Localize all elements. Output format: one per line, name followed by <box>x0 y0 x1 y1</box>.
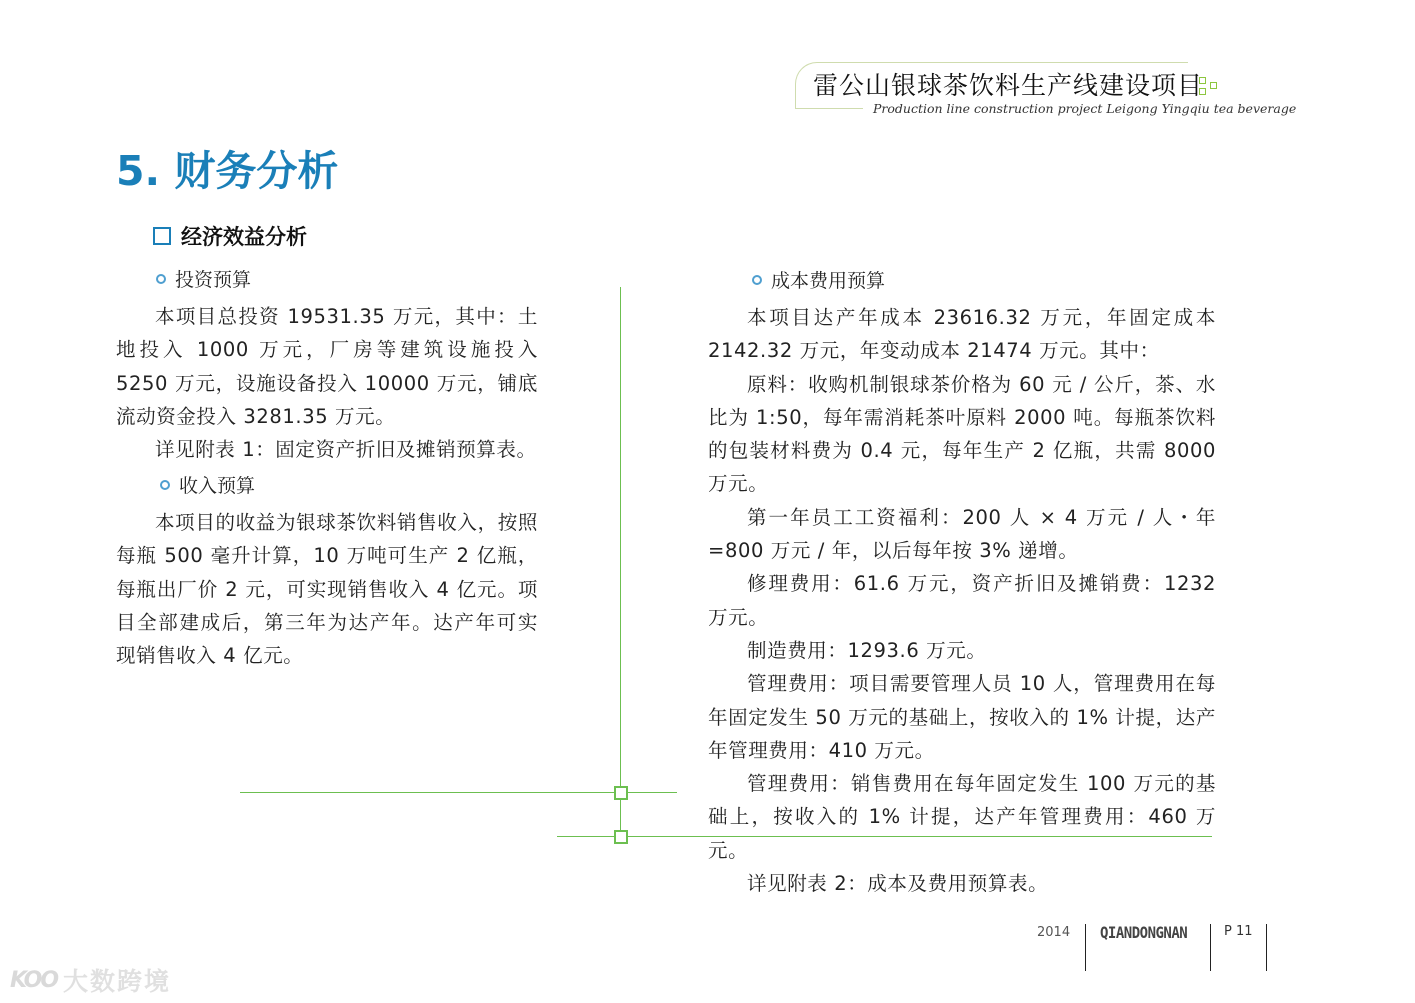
header-square-icon <box>1210 82 1217 89</box>
circle-bullet-icon <box>156 274 166 284</box>
watermark <box>10 962 171 998</box>
header-square-icon <box>1199 88 1206 95</box>
subheading-investment <box>156 265 251 292</box>
cost-paragraph: 详见附表 2：成本及费用预算表。 <box>747 872 1049 896</box>
cost-paragraph: 管理费用：销售费用在每年固定发生 100 万元的基础上，按收入的 1% 计提，达产年管理费用：460 万元。 <box>708 772 1216 862</box>
cost-paragraph: 本项目达产年成本 23616.32 万元，年固定成本 2142.32 万元，年变动成本 21474 万元。其中： <box>708 306 1216 363</box>
investment-paragraph: 本项目总投资 19531.35 万元，其中：土地投入 1000 万元，厂房等建筑设施投入 5250 万元，设施设备投入 10000 万元，铺底流动资金投入 3281.35 万元。 <box>116 305 538 428</box>
watermark-logo-icon: KOO <box>10 967 58 993</box>
cost-text-block <box>708 301 1216 900</box>
watermark-text: 大数跨境 <box>63 967 172 996</box>
subheading-income <box>160 471 255 498</box>
cost-paragraph: 制造费用：1293.6 万元。 <box>747 638 987 662</box>
header-subtitle: Production line construction project Leigong Yingqiu tea beverage <box>873 101 1297 116</box>
subheading-cost <box>752 266 885 293</box>
square-bullet-icon <box>153 227 171 245</box>
page-title: 5. 财务分析 <box>116 147 339 195</box>
income-paragraph: 本项目的收益为银球茶饮料销售收入，按照每瓶 500 毫升计算，10 万吨可生产 2 亿瓶，每瓶出厂价 2 元，可实现销售收入 4 亿元。项目全部建成后，第三年为达产年。达产年可实现销售收入 4 亿元。 <box>116 511 538 668</box>
divider-horizontal-line <box>557 836 1212 837</box>
cost-paragraph: 修理费用：61.6 万元，资产折旧及摊销费：1232 万元。 <box>708 572 1216 629</box>
section-heading-label: 经济效益分析 <box>181 225 307 249</box>
line-node-square-icon <box>614 830 628 844</box>
header-underline <box>795 108 863 109</box>
section-heading <box>153 221 307 251</box>
divider-horizontal-line <box>240 792 677 793</box>
circle-bullet-icon <box>160 480 170 490</box>
footer-divider <box>1085 924 1086 971</box>
footer-page-number: P 11 <box>1224 924 1253 939</box>
subheading-cost-label: 成本费用预算 <box>771 270 886 292</box>
subheading-investment-label: 投资预算 <box>175 269 252 291</box>
footer-year: 2014 <box>1037 925 1071 940</box>
line-node-square-icon <box>614 786 628 800</box>
footer-divider <box>1266 924 1267 971</box>
investment-appendix-note: 详见附表 1：固定资产折旧及摊销预算表。 <box>155 438 537 461</box>
divider-vertical-line <box>620 287 621 842</box>
footer-brand: QIANDONGNAN <box>1100 924 1188 943</box>
subheading-income-label: 收入预算 <box>179 475 256 497</box>
circle-bullet-icon <box>752 275 762 285</box>
cost-paragraph: 原料：收购机制银球茶价格为 60 元 / 公斤，茶、水比为 1:50，每年需消耗茶叶原料 2000 吨。每瓶茶饮料的包装材料费为 0.4 元，每年生产 2 亿瓶，共需 8000 万元。 <box>708 372 1216 496</box>
header-square-icon <box>1199 77 1206 84</box>
cost-paragraph: 管理费用：项目需要管理人员 10 人，管理费用在每年固定发生 50 万元的基础上，按收入的 1% 计提，达产年管理费用：410 万元。 <box>708 672 1216 762</box>
footer-divider <box>1210 924 1211 971</box>
cost-paragraph: 第一年员工工资福利：200 人 × 4 万元 / 人・年 =800 万元 / 年，以后每年按 3% 递增。 <box>708 505 1216 563</box>
header-title: 雷公山银球茶饮料生产线建设项目 <box>813 71 1204 100</box>
